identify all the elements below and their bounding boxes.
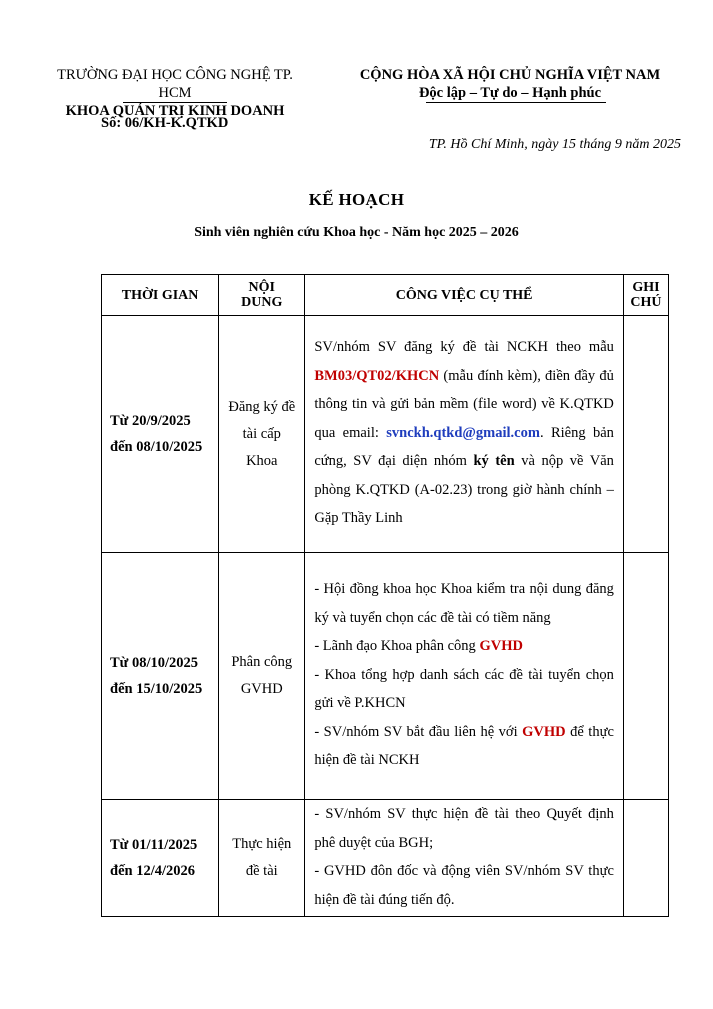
document-subtitle: Sinh viên nghiên cứu Khoa học - Năm học 2025 – 2026 [194,225,519,240]
row-tasks: SV/nhóm SV đăng ký đề tài NCKH theo mẫu BM03/QT02/KHCN (mẫu đính kèm), điền đầy đủ thông tin và gửi bản mềm (file word) về K.QTKD qua email: svnckh.qtkd@gmail.com. Riêng bản cứng, SV đại diện nhóm ký tên và nộp về Văn phòng K.QTKD (A-02.23) trong giờ hành chính – Gặp Thầy Linh [305,316,624,553]
national-motto: Độc lập – Tự do – Hạnh phúc [418,85,602,101]
row-content: Thực hiện đề tài [219,800,305,917]
header-time: THỜI GIAN [102,275,219,316]
table-row [102,553,669,800]
document-title: KẾ HOẠCH [308,190,405,209]
row-content: Đăng ký đề tài cấp Khoa [219,316,305,553]
row-content: Phân công GVHD [219,553,305,800]
plan-table [101,274,669,917]
header-content: NỘI DUNG [219,275,305,316]
faculty-underline [123,102,227,103]
form-code: BM03/QT02/KHCN [314,367,440,384]
row-tasks: - Hội đồng khoa học Khoa kiểm tra nội dung đăng ký và tuyển chọn các đề tài có tiềm năng - Lãnh đạo Khoa phân công GVHD - Khoa tổng hợp danh sách các đề tài tuyển chọn gửi về P.KHCN - SV/nhóm SV bắt đầu liên hệ với GVHD để thực hiện đề tài NCKH [305,553,624,800]
row-tasks: - SV/nhóm SV thực hiện đề tài theo Quyết định phê duyệt của BGH; - GVHD đôn đốc và động viên SV/nhóm SV thực hiện đề tài đúng tiến độ. [305,800,624,917]
row-time: Từ 20/9/2025 đến 08/10/2025 [102,316,219,553]
row-time: Từ 08/10/2025 đến 15/10/2025 [102,553,219,800]
document-date: TP. Hồ Chí Minh, ngày 15 tháng 9 năm 2025 [428,137,681,152]
national-title: CỘNG HÒA XÃ HỘI CHỦ NGHĨA VIỆT NAM [359,67,661,83]
national-header [350,66,670,102]
row-note [623,316,668,553]
document-number: Số: 06/KH-K.QTKD [101,115,229,131]
row-note [623,800,668,917]
email-address: svnckh.qtkd@gmail.com [386,424,540,441]
header-note: GHI CHÚ [623,275,668,316]
row-note [623,553,668,800]
table-row [102,800,669,917]
faculty-name: KHOA QUẢN TRỊ KINH DOANH [65,103,285,119]
table-row [102,316,669,553]
motto-underline [426,102,606,103]
row-time: Từ 01/11/2025 đến 12/4/2026 [102,800,219,917]
table-header-row [102,275,669,316]
header-tasks: CÔNG VIỆC CỤ THỂ [305,275,624,316]
university-name: TRƯỜNG ĐẠI HỌC CÔNG NGHỆ TP. HCM [57,67,293,101]
institution-header [40,66,310,120]
